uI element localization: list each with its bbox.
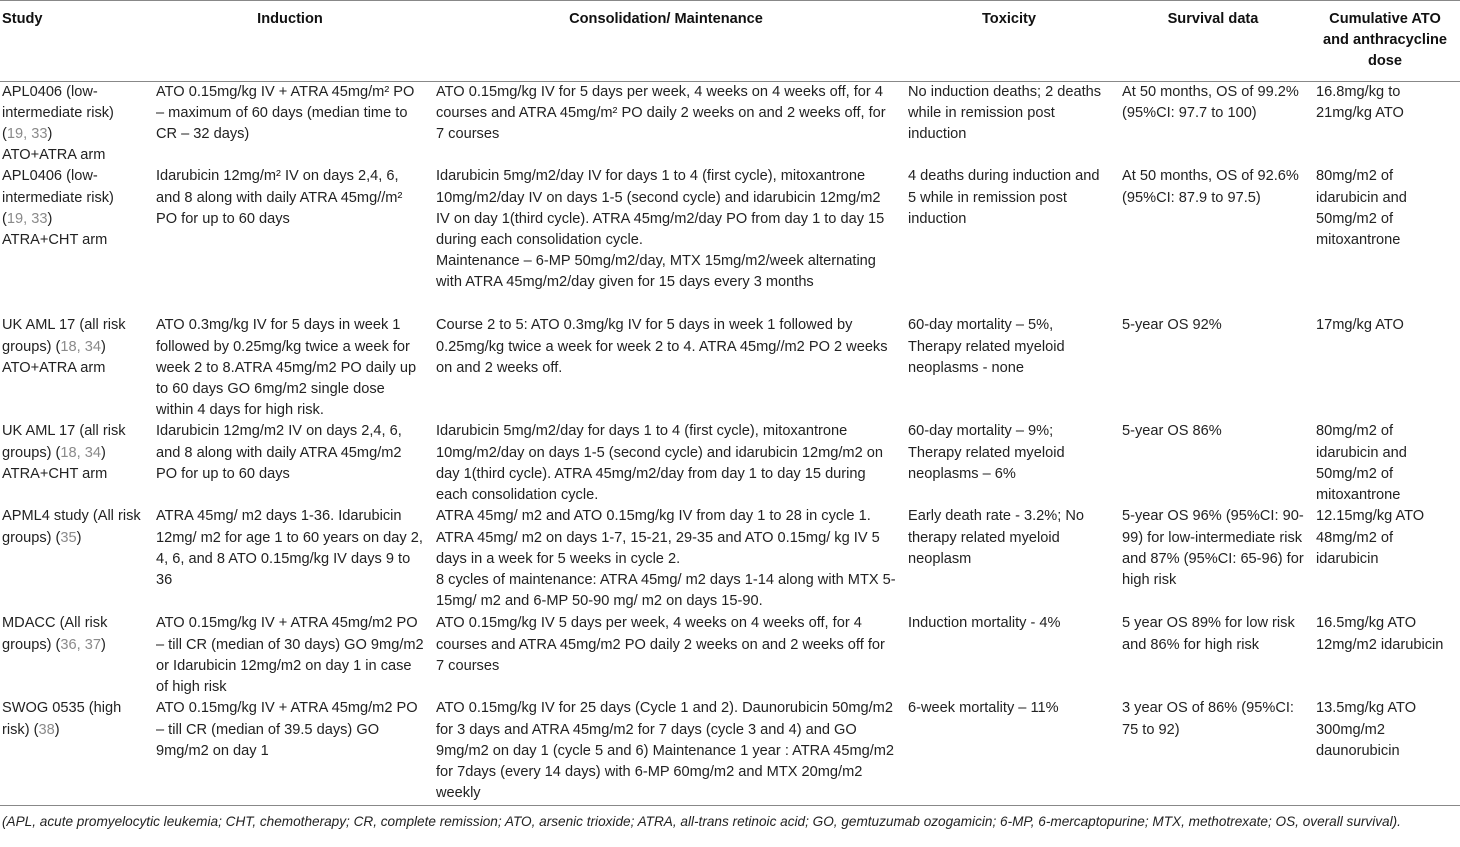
header-induction: Induction <box>150 1 430 82</box>
cell-survival: At 50 months, OS of 92.6% (95%CI: 87.9 to 97.5) <box>1122 168 1299 206</box>
cell-induction: ATO 0.15mg/kg IV + ATRA 45mg/m² PO – maximum of 60 days (median time to CR – 32 days) <box>156 83 415 143</box>
cell-induction: ATRA 45mg/ m2 days 1-36. Idarubicin 12mg/ m2 for age 1 to 60 years on day 2, 4, 6, and 8 ATO 0.15mg/kg IV days 9 to 36 <box>156 508 423 589</box>
cell-study <box>0 81 150 166</box>
cell-induction: ATO 0.15mg/kg IV + ATRA 45mg/m2 PO – till CR (median of 39.5 days) GO 9mg/m2 on day 1 <box>150 698 430 805</box>
cell-survival: 5 year OS 89% for low risk and 86% for high risk <box>1122 615 1295 653</box>
study-name: MDACC (All risk groups) ( <box>2 615 108 653</box>
cell-toxicity: 60-day mortality – 9%; Therapy related myeloid neoplasms – 6% <box>908 423 1065 482</box>
cell-survival: 3 year OS of 86% (95%CI: 75 to 92) <box>1116 698 1310 805</box>
cell-induction: Idarubicin 12mg/m² IV on days 2,4, 6, and 8 along with daily ATRA 45mg//m² PO for up to 60 days <box>156 168 403 227</box>
header-survival: Survival data <box>1116 1 1310 82</box>
header-consolidation: Consolidation/ Maintenance <box>430 1 902 82</box>
table-row <box>0 698 1460 805</box>
study-references: 38 <box>38 721 55 738</box>
study-name: APML4 study (All risk groups) ( <box>2 508 141 546</box>
cell-toxicity: No induction deaths; 2 deaths while in remission post induction <box>908 83 1102 143</box>
cell-study <box>0 166 150 315</box>
cell-study <box>0 506 150 613</box>
study-name: SWOG 0535 (high risk) ( <box>2 700 122 738</box>
cell-survival: At 50 months, OS of 99.2% (95%CI: 97.7 to 100) <box>1122 83 1299 121</box>
table-body <box>0 81 1460 805</box>
cell-consolidation: ATO 0.15mg/kg IV 5 days per week, 4 weeks on 4 weeks off, for 4 courses and ATRA 45mg/m2 PO daily 2 weeks on and 2 weeks off for 7 courses <box>436 615 885 674</box>
cell-survival: 5-year OS 92% <box>1122 317 1222 334</box>
cell-study <box>0 315 150 421</box>
study-arm: ) <box>54 721 60 738</box>
cell-toxicity: Induction mortality - 4% <box>908 615 1061 632</box>
study-references: 19, 33 <box>6 126 48 143</box>
cell-dose: 16.8mg/kg to 21mg/kg ATO <box>1316 83 1404 121</box>
header-dose: Cumulative ATO and anthracycline dose <box>1310 1 1460 82</box>
study-references: 18, 34 <box>60 444 101 461</box>
table-footnote: (APL, acute promyelocytic leukemia; CHT, chemotherapy; CR, complete remission; ATO, arsenic trioxide; ATRA, all-trans retinoic acid; GO, gemtuzumab ozogamicin; 6-MP, 6-mercaptopurine; MTX, methotrexate; OS, overall survival). <box>2 813 1401 829</box>
study-name: UK AML 17 (all risk groups) ( <box>2 317 126 355</box>
study-references: 35 <box>60 529 77 546</box>
table-row <box>0 81 1460 166</box>
study-arm: ) <box>76 529 82 546</box>
table-row <box>0 421 1460 506</box>
cell-toxicity: 60-day mortality – 5%, Therapy related myeloid neoplasms - none <box>908 317 1065 376</box>
cell-induction: ATO 0.15mg/kg IV + ATRA 45mg/m2 PO – till CR (median of 30 days) GO 9mg/m2 or Idarubicin 12mg/m2 on day 1 in case of high risk <box>156 615 424 696</box>
study-references: 19, 33 <box>6 210 48 227</box>
cell-toxicity: Early death rate - 3.2%; No therapy related myeloid neoplasm <box>908 508 1085 567</box>
study-arm: ) ATRA+CHT arm <box>2 444 108 482</box>
study-arm: ) ATO+ATRA arm <box>2 338 106 376</box>
header-toxicity: Toxicity <box>902 1 1116 82</box>
cell-toxicity: 4 deaths during induction and 5 while in remission post induction <box>908 168 1100 227</box>
cell-dose: 80mg/m2 of idarubicin and 50mg/m2 of mitoxantrone <box>1316 168 1407 249</box>
study-name: UK AML 17 (all risk groups) ( <box>2 423 126 461</box>
cell-toxicity: 6-week mortality – 11% <box>902 698 1116 805</box>
cell-dose: 17mg/kg ATO <box>1316 317 1404 334</box>
table-header <box>0 1 1460 82</box>
cell-dose: 16.5mg/kg ATO 12mg/m2 idarubicin <box>1316 615 1444 653</box>
study-name: APL0406 (low-intermediate risk) ( <box>2 83 114 143</box>
cell-consolidation: ATO 0.15mg/kg IV for 5 days per week, 4 weeks on 4 weeks off, for 4 courses and ATRA 45mg/m² PO daily 2 weeks on and 2 weeks off, for 7 courses <box>436 83 886 143</box>
cell-induction: Idarubicin 12mg/m2 IV on days 2,4, 6, and 8 along with daily ATRA 45mg/m2 PO for up to 60 days <box>156 423 402 482</box>
cell-dose: 12.15mg/kg ATO 48mg/m2 of idarubicin <box>1316 508 1425 567</box>
cell-survival: 5-year OS 96% (95%CI: 90-99) for low-intermediate risk and 87% (95%CI: 65-96) for high risk <box>1122 508 1304 589</box>
header-study: Study <box>0 1 150 82</box>
cell-study <box>0 698 150 805</box>
cell-consolidation: Idarubicin 5mg/m2/day IV for days 1 to 4 (first cycle), mitoxantrone 10mg/m2/day IV on days 1-5 (second cycle) and idarubicin 12mg/m2 IV on day 1(third cycle). ATRA 45mg/m2/day PO from day 1 to day 15 during each consolidation cycle. Maintenance – 6-MP 50mg/m2/day, MTX 15mg/m2/week alternating with ATRA 45mg/m2/day given for 15 days every 3 months <box>436 168 885 291</box>
cell-consolidation: ATO 0.15mg/kg IV for 25 days (Cycle 1 and 2). Daunorubicin 50mg/m2 for 3 days and ATRA 45mg/m2 for 7 days (cycle 3 and 4) and GO 9mg/m2 on day 1 (cycle 5 and 6) Maintenance 1 year : ATRA 45mg/m2 for 7days (every 14 days) with 6-MP 60mg/m2 and MTX 20mg/m2 weekly <box>430 698 902 805</box>
study-arm: ) <box>100 636 106 653</box>
table-row <box>0 315 1460 421</box>
table-row <box>0 506 1460 613</box>
study-references: 36, 37 <box>60 636 101 653</box>
cell-survival: 5-year OS 86% <box>1122 423 1222 440</box>
study-arm: ) ATRA+CHT arm <box>2 210 108 249</box>
cell-induction: ATO 0.3mg/kg IV for 5 days in week 1 followed by 0.25mg/kg twice a week for week 2 to 8.ATRA 45mg/m2 PO daily up to 60 days GO 6mg/m2 single dose within 4 days for high risk. <box>156 317 417 419</box>
study-arm: ) ATO+ATRA arm <box>2 126 106 164</box>
study-references: 18, 34 <box>60 338 101 355</box>
cell-consolidation: ATRA 45mg/ m2 and ATO 0.15mg/kg IV from day 1 to 28 in cycle 1. ATRA 45mg/ m2 on days 1-7, 15-21, 29-35 and ATO 0.15mg/ kg IV 5 days in a week for 5 weeks in cycle 2. 8 cycles of maintenance: ATRA 45mg/ m2 days 1-14 along with MTX 5-15mg/ m2 and 6-MP 50-90 mg/ m2 on days 15-90. <box>436 508 896 610</box>
cell-study <box>0 421 150 506</box>
cell-dose: 80mg/m2 of idarubicin and 50mg/m2 of mitoxantrone <box>1316 423 1407 504</box>
cell-study <box>0 613 150 698</box>
cell-dose: 13.5mg/kg ATO 300mg/m2 daunorubicin <box>1310 698 1460 805</box>
cell-consolidation: Idarubicin 5mg/m2/day for days 1 to 4 (first cycle), mitoxantrone 10mg/m2/day on days 1-5 (second cycle) and idarubicin 12mg/m2 on day 1(third cycle). ATRA 45mg/m2/day from day 1 to day 15 during each consolidation cycle. <box>436 423 883 504</box>
cell-consolidation: Course 2 to 5: ATO 0.3mg/kg IV for 5 days in week 1 followed by 0.25mg/kg twice a week for week 2 to 4. ATRA 45mg//m2 PO 2 weeks on and 2 weeks off. <box>436 317 888 376</box>
table-row <box>0 166 1460 315</box>
study-name: APL0406 (low-intermediate risk) ( <box>2 168 114 227</box>
table-row <box>0 613 1460 698</box>
